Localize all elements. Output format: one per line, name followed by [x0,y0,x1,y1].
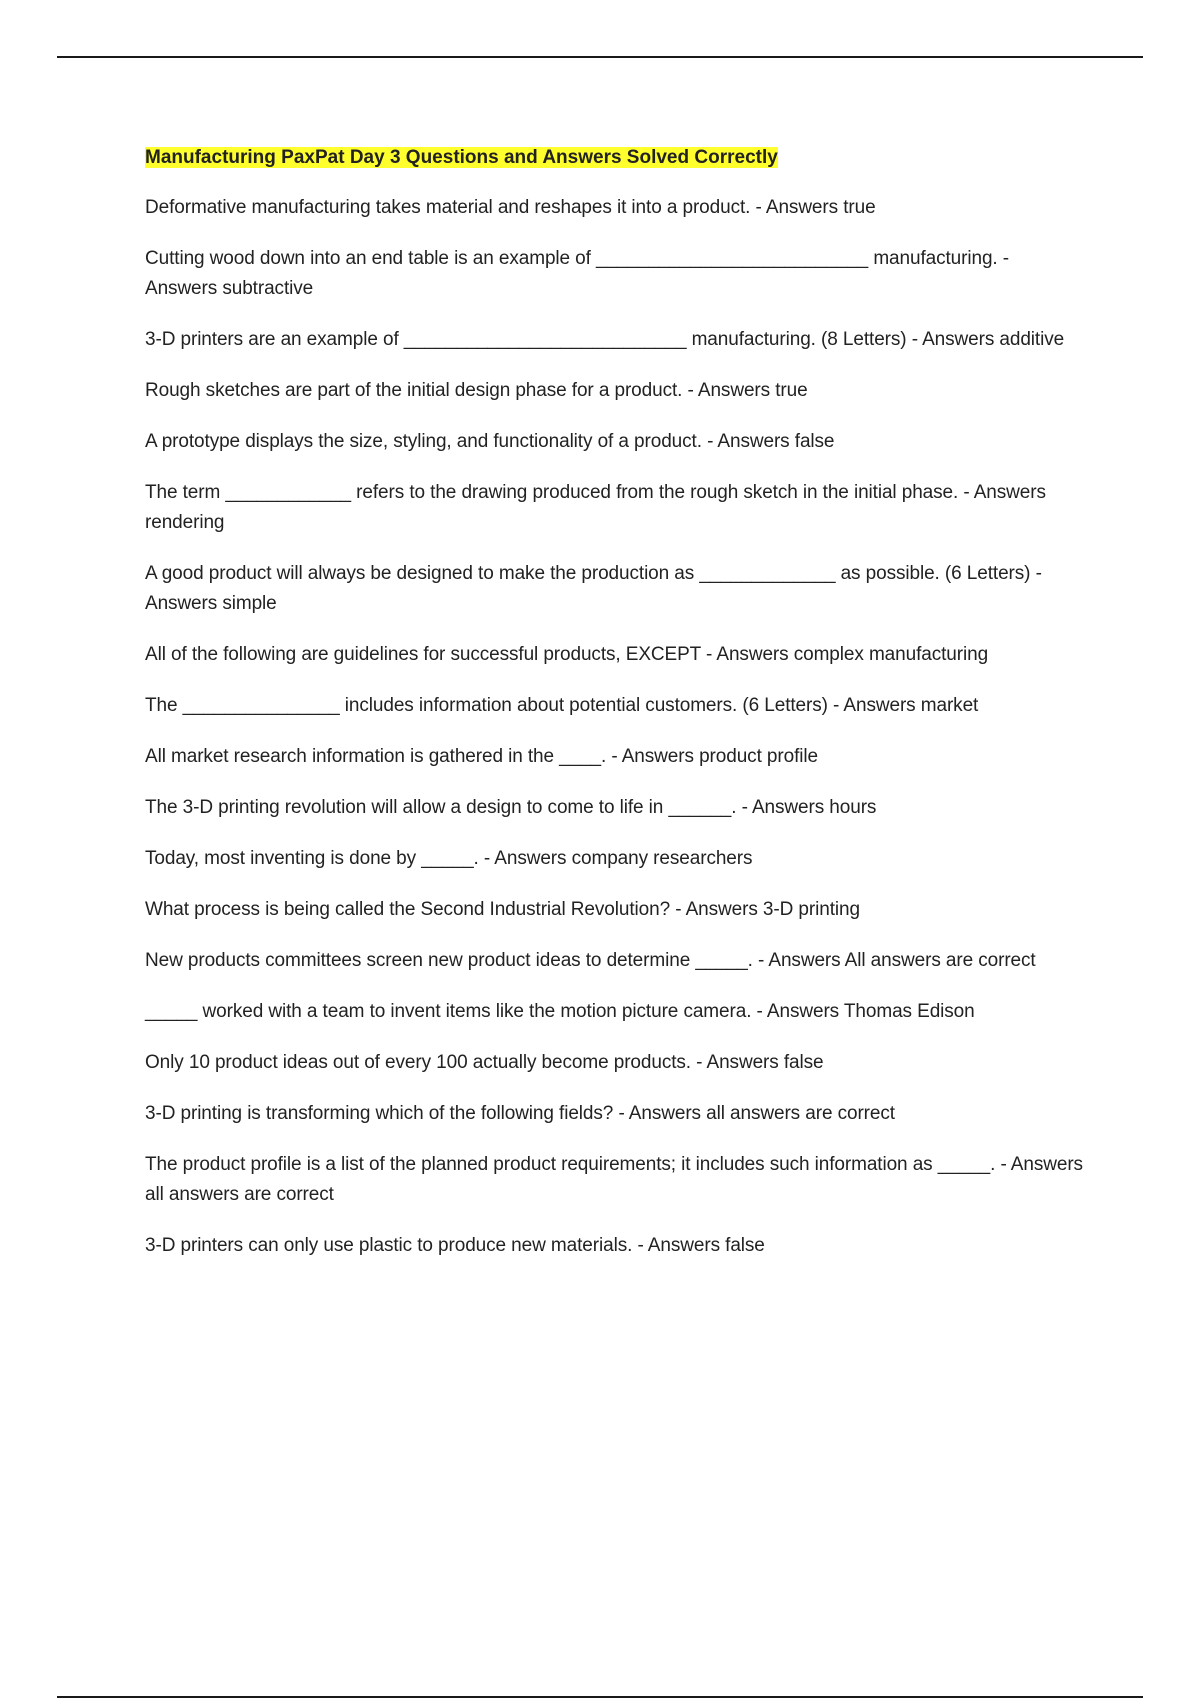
qa-item: The _______________ includes information about potential customers. (6 Letters) - Answers market [145,695,979,716]
qa-item: New products committees screen new product ideas to determine _____. - Answers All answers are correct [145,950,1036,971]
qa-item: All of the following are guidelines for successful products, EXCEPT - Answers complex manufacturing [145,644,989,665]
qa-item: Only 10 product ideas out of every 100 actually become products. - Answers false [145,1052,824,1073]
footer-rule [57,1696,1143,1698]
document-title [145,143,1085,173]
qa-item: All market research information is gathered in the ____. - Answers product profile [145,746,818,767]
title-highlight: Manufacturing PaxPat Day 3 Questions and Answers Solved Correctly [145,147,778,168]
qa-item: 3-D printers can only use plastic to produce new materials. - Answers false [145,1235,765,1256]
qa-item: Deformative manufacturing takes material and reshapes it into a product. - Answers true [145,197,876,218]
qa-item: 3-D printers are an example of ___________________________ manufacturing. (8 Letters) - Answers additive [145,329,1065,350]
header-rule [57,56,1143,58]
qa-item: A good product will always be designed to make the production as _____________ as possible. (6 Letters) - Answers simple [145,563,1042,614]
qa-item: The product profile is a list of the planned product requirements; it includes such information as _____. - Answers all answers are correct [145,1154,1083,1205]
document-body [145,143,1085,1282]
qa-item: The 3-D printing revolution will allow a design to come to life in ______. - Answers hours [145,797,877,818]
qa-item: 3-D printing is transforming which of the following fields? - Answers all answers are correct [145,1103,895,1124]
qa-item: Cutting wood down into an end table is an example of __________________________ manufacturing. - Answers subtractive [145,248,1010,299]
qa-item: The term ____________ refers to the drawing produced from the rough sketch in the initial phase. - Answers rendering [145,482,1046,533]
qa-item: Rough sketches are part of the initial design phase for a product. - Answers true [145,380,808,401]
qa-item: _____ worked with a team to invent items like the motion picture camera. - Answers Thomas Edison [145,1001,975,1022]
qa-item: A prototype displays the size, styling, and functionality of a product. - Answers false [145,431,835,452]
qa-item: What process is being called the Second Industrial Revolution? - Answers 3-D printing [145,899,860,920]
qa-item: Today, most inventing is done by _____. - Answers company researchers [145,848,753,869]
